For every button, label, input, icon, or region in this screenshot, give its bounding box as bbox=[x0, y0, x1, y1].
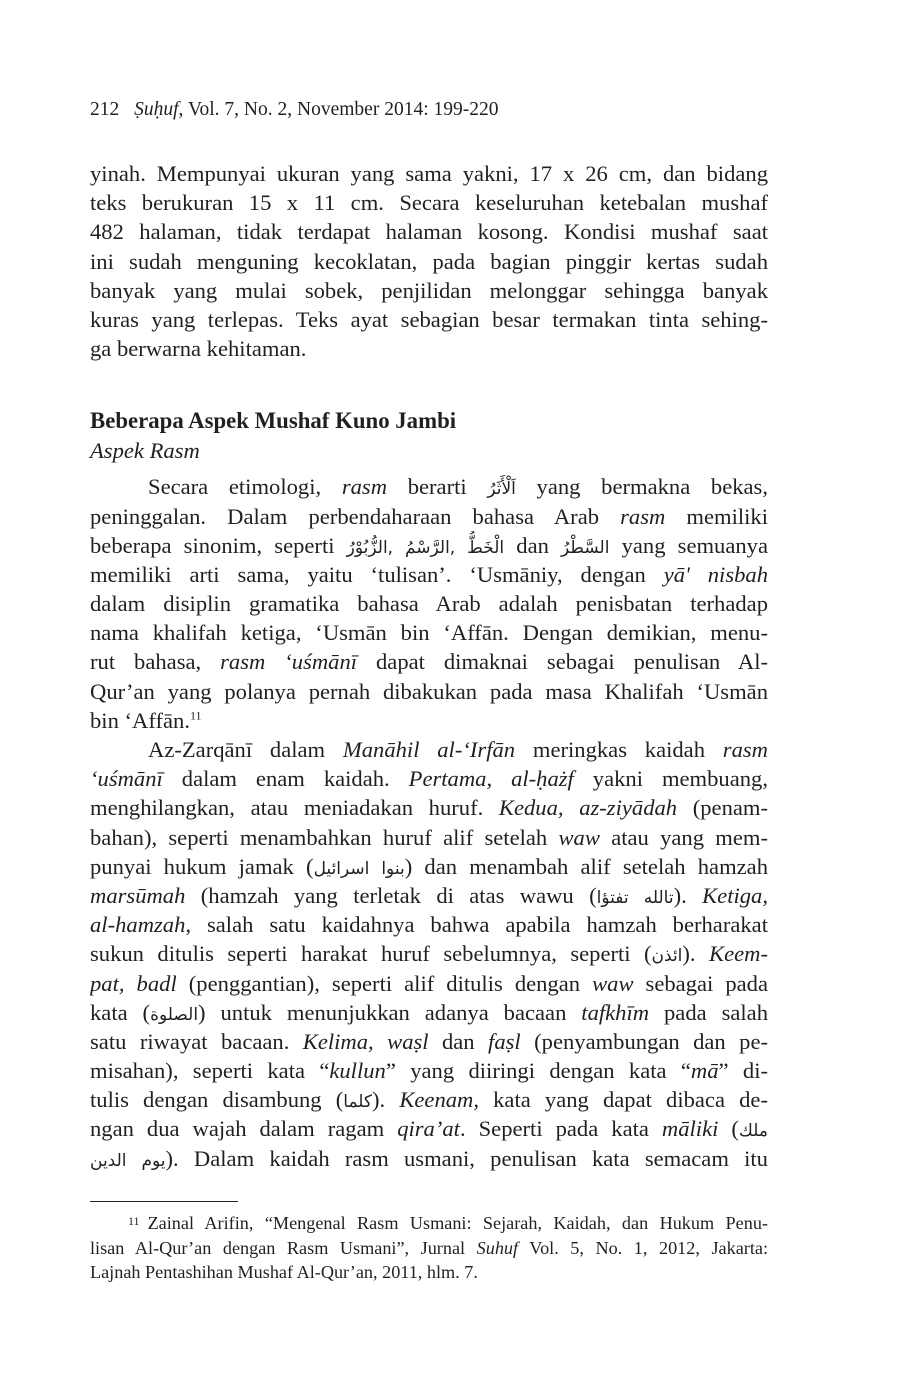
arabic-text: الصلوة bbox=[150, 1004, 199, 1025]
text-line: dalam disiplin gramatika bahasa Arab adalah penisbatan terhadap bbox=[90, 591, 768, 617]
text-line: kuras yang terlepas. Teks ayat sebagian besar termakan tinta sehing- bbox=[90, 306, 768, 332]
arabic-text: ملك bbox=[738, 1121, 768, 1142]
arabic-text: الْخَطُّ ,الرَّسْمُ ,الزُّبُوْرُ bbox=[346, 537, 505, 558]
text-line: yinah. Mempunyai ukuran yang sama yakni, 17 x 26 cm, dan bidang bbox=[90, 161, 768, 186]
text-line: يوم الدين). Dalam kaidah rasm usmani, penulisan kata semacam itu bbox=[90, 1145, 768, 1171]
arabic-text: يوم الدين bbox=[90, 1150, 166, 1171]
text-line: rut bahasa, rasm ‘uśmānī dapat dimaknai sebagai penulisan Al- bbox=[90, 649, 768, 675]
text-line: Qur’an yang polanya pernah dibakukan pada masa Khalifah ‘Usmān bbox=[90, 678, 768, 704]
text-line: misahan), seperti kata “kullun” yang diiringi dengan kata “mā” di- bbox=[90, 1058, 768, 1084]
footnote-marker: 11 bbox=[189, 708, 202, 723]
text-line: marsūmah (hamzah yang terletak di atas wawu (تالله تفتؤا). Ketiga, bbox=[90, 882, 768, 908]
main-text bbox=[90, 159, 768, 1173]
text-line: memiliki arti sama, yaitu ‘tulisan’. ‘Usmāniy, dengan yā' nisbah bbox=[90, 561, 768, 587]
journal-title: Ṣuḥuf bbox=[134, 99, 179, 120]
text-line: Az-Zarqānī dalam Manāhil al-‘Irfān meringkas kaidah rasm bbox=[148, 737, 768, 762]
running-header bbox=[90, 98, 498, 122]
footnote-rule bbox=[90, 1201, 238, 1202]
paragraph-1 bbox=[90, 159, 768, 363]
arabic-text: بنوا اسرائيل bbox=[313, 858, 405, 879]
text-line: kata (الصلوة) untuk menunjukkan adanya bacaan tafkhīm pada salah bbox=[90, 999, 768, 1025]
paragraph-2 bbox=[90, 472, 768, 735]
footnote bbox=[90, 1211, 768, 1285]
text-line: satu riwayat bacaan. Kelima, waṣl dan faṣl (penyambungan dan pe- bbox=[90, 1028, 768, 1054]
footnote-line: $^{11}$ Zainal Arifin, “Mengenal Rasm Usmani: Sejarah, Kaidah, dan Hukum Penu- bbox=[128, 1213, 768, 1233]
journal-citation: , Vol. 7, No. 2, November 2014: 199-220 bbox=[178, 99, 499, 120]
text-line: beberapa sinonim, seperti الْخَطُّ ,الرَّسْمُ ,الزُّبُوْرُ dan السَّطْرُ yang semuanya bbox=[90, 532, 768, 558]
page-number: 212 bbox=[90, 99, 120, 120]
section-heading: Beberapa Aspek Mushaf Kuno Jambi bbox=[90, 408, 457, 434]
text-line: bahan), seperti menambahkan huruf alif setelah waw atau yang mem- bbox=[90, 824, 768, 850]
text-line: ngan dua wajah dalam ragam qira’at. Seperti pada kata māliki (ملك bbox=[90, 1116, 768, 1142]
arabic-text: السَّطْرُ bbox=[561, 537, 610, 558]
text-line: nama khalifah ketiga, ‘Usmān bin ‘Affān. Dengan demikian, menu- bbox=[90, 620, 768, 646]
text-line: bin ‘Affān.$^{11}$ bbox=[90, 707, 202, 733]
text-line: peninggalan. Dalam perbendaharaan bahasa Arab rasm memiliki bbox=[90, 503, 768, 529]
text-line: 482 halaman, tidak terdapat halaman kosong. Kondisi mushaf saat bbox=[90, 219, 768, 245]
arabic-text: اَلْأَثَرُ bbox=[487, 479, 516, 500]
text-line: ‘uśmānī dalam enam kaidah. Pertama, al-ḥażf yakni membuang, bbox=[90, 766, 768, 792]
footnote-line: lisan Al-Qur’an dengan Rasm Usmani”, Jurnal Suhuf Vol. 5, No. 1, 2012, Jakarta: bbox=[90, 1237, 768, 1258]
footnote-line: Lajnah Pentashihan Mushaf Al-Qur’an, 2011, hlm. 7. bbox=[90, 1262, 478, 1282]
arabic-text: كلما bbox=[343, 1092, 372, 1113]
text-line: teks berukuran 15 x 11 cm. Secara keseluruhan ketebalan mushaf bbox=[90, 190, 768, 216]
text-line: punyai hukum jamak (بنوا اسرائيل) dan menambah alif setelah hamzah bbox=[90, 853, 768, 879]
arabic-text: تالله تفتؤا bbox=[596, 887, 674, 908]
text-line: ini sudah menguning kecoklatan, pada bagian pinggir kertas sudah bbox=[90, 248, 768, 274]
footnote-number: 11 bbox=[128, 1214, 140, 1228]
section-gap bbox=[90, 363, 768, 406]
text-line: sukun ditulis seperti harakat huruf sebelumnya, seperti (ائذن). Keem- bbox=[90, 941, 768, 967]
paragraph-3 bbox=[90, 735, 768, 1173]
text-line: pat, badl (penggantian), seperti alif ditulis dengan waw sebagai pada bbox=[90, 970, 768, 996]
text-line: banyak yang mulai sobek, penjilidan melonggar sehingga banyak bbox=[90, 277, 768, 303]
text-line: ga berwarna kehitaman. bbox=[90, 336, 307, 362]
section-subheading: Aspek Rasm bbox=[90, 438, 200, 464]
text-line: menghilangkan, atau meniadakan huruf. Kedua, az-ziyādah (penam- bbox=[90, 795, 768, 821]
text-line: al-hamzah, salah satu kaidahnya bahwa apabila hamzah berharakat bbox=[90, 912, 768, 938]
text-line: Secara etimologi, rasm berarti اَلْأَثَرُ yang bermakna bekas, bbox=[148, 474, 768, 500]
arabic-text: ائذن bbox=[651, 946, 683, 967]
text-line: tulis dengan disambung (كلما). Keenam, kata yang dapat dibaca de- bbox=[90, 1087, 768, 1113]
